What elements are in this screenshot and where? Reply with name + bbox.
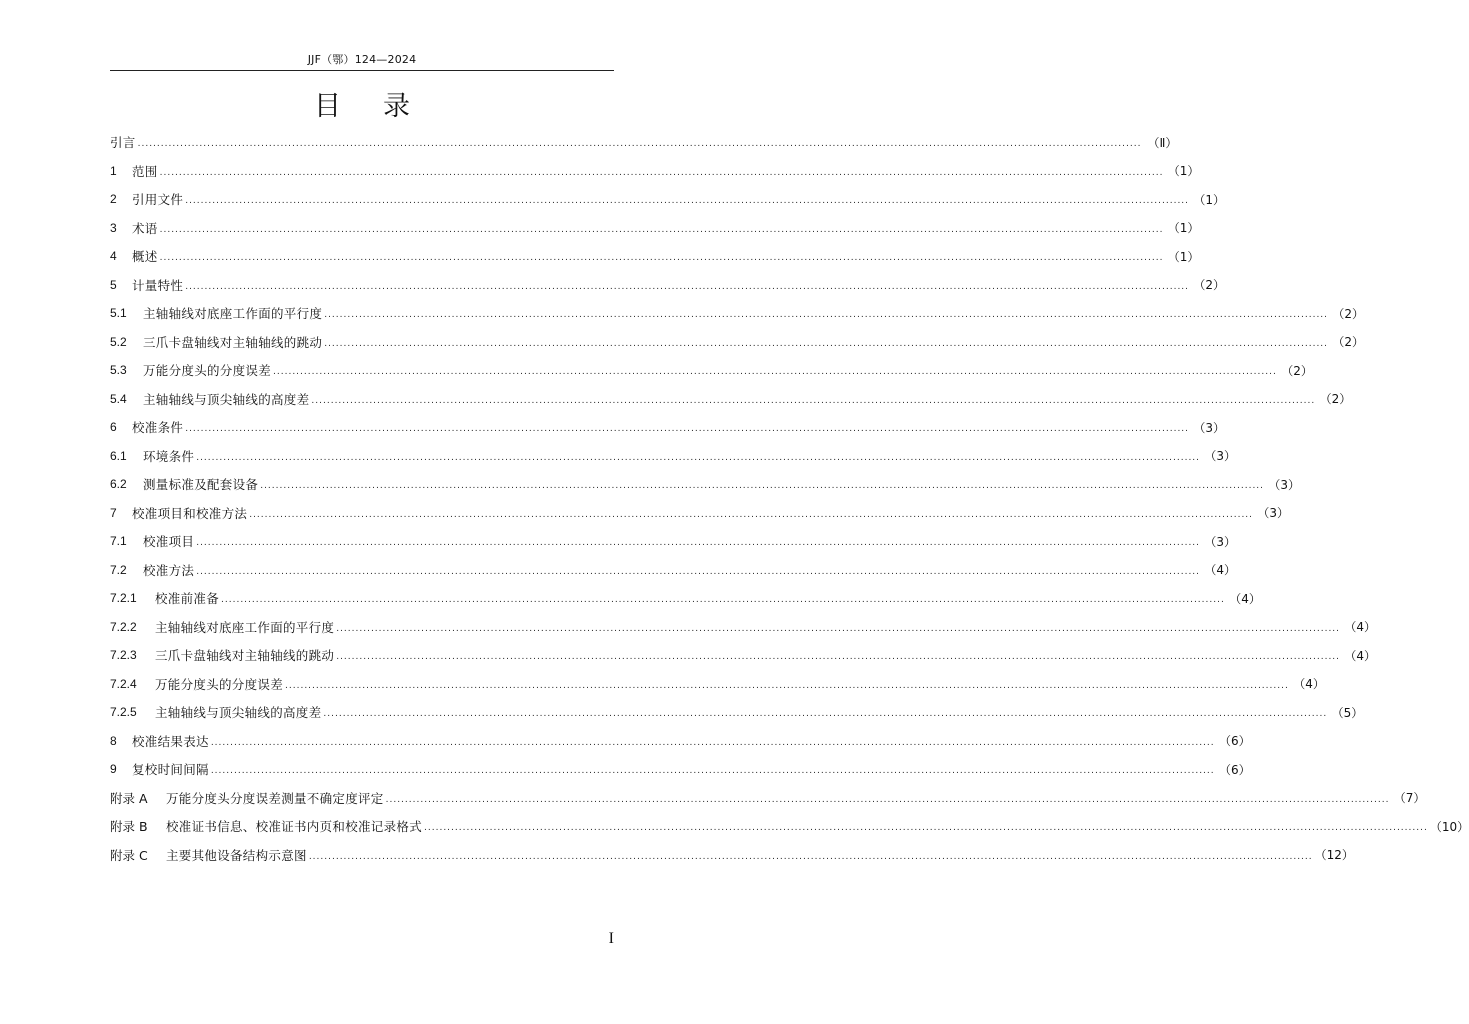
toc-entry[interactable] <box>110 584 1261 613</box>
toc-entry-page: （4） <box>1344 620 1377 635</box>
toc-entry-title: 概述 <box>132 249 158 265</box>
toc-entry-page: （6） <box>1219 734 1251 749</box>
toc-entry[interactable] <box>110 271 1226 300</box>
toc-entry[interactable] <box>110 841 1354 870</box>
toc-dot-leader: .................................................................................................................................................................................................................................................................... <box>260 481 1265 492</box>
toc-entry-page: （6） <box>1219 762 1251 777</box>
toc-entry[interactable] <box>110 185 1226 214</box>
toc-entry-page: （1） <box>1167 249 1200 264</box>
toc-entry[interactable] <box>110 727 1251 756</box>
toc-entry[interactable] <box>110 470 1301 499</box>
toc-entry-title: 主轴轴线与顶尖轴线的高度差 <box>143 391 310 407</box>
toc-entry-page: （3） <box>1193 420 1226 435</box>
document-code-header: JJF（鄂）124—2024 <box>307 53 417 66</box>
toc-dot-leader: .................................................................................................................................................................................................................................................................... <box>159 224 1164 235</box>
page-title <box>0 88 724 126</box>
toc-entry[interactable] <box>110 784 1426 813</box>
page-number: I <box>608 930 614 947</box>
toc-dot-leader: .................................................................................................................................................................................................................................................................... <box>385 794 1390 805</box>
toc-entry-page: （7） <box>1393 791 1426 806</box>
toc-dot-leader: .................................................................................................................................................................................................................................................................... <box>185 281 1190 292</box>
toc-entry-title: 术语 <box>132 220 158 236</box>
toc-entry-title: 引用文件 <box>132 192 184 208</box>
toc-dot-leader: .................................................................................................................................................................................................................................................................... <box>159 167 1164 178</box>
toc-dot-leader: .................................................................................................................................................................................................................................................................... <box>249 509 1254 520</box>
toc-entry-title: 校准项目和校准方法 <box>132 505 248 521</box>
toc-entry-title: 校准结果表达 <box>132 733 209 749</box>
toc-entry-number: 7.2.1 <box>110 591 137 606</box>
toc-entry-number: 6.2 <box>110 477 127 492</box>
toc-dot-leader: .................................................................................................................................................................................................................................................................... <box>210 766 1215 777</box>
toc-entry-page: （4） <box>1344 648 1377 663</box>
toc-dot-leader: .................................................................................................................................................................................................................................................................... <box>185 424 1190 435</box>
toc-dot-leader: .................................................................................................................................................................................................................................................................... <box>159 253 1164 264</box>
toc-dot-leader: .................................................................................................................................................................................................................................................................... <box>196 566 1201 577</box>
toc-entry-page: （10） <box>1429 819 1469 834</box>
toc-entry-number: 2 <box>110 192 117 207</box>
toc-entry-title: 三爪卡盘轴线对主轴轴线的跳动 <box>143 334 323 350</box>
toc-entry[interactable] <box>110 242 1200 271</box>
toc-entry[interactable] <box>110 442 1237 471</box>
toc-entry[interactable] <box>110 299 1365 328</box>
toc-entry[interactable] <box>110 385 1352 414</box>
toc-dot-leader: .................................................................................................................................................................................................................................................................... <box>324 310 1329 321</box>
toc-entry-number: 5.1 <box>110 306 127 321</box>
toc-entry-title: 万能分度头的分度误差 <box>143 363 272 379</box>
toc-entry-title: 复校时间间隔 <box>132 762 209 778</box>
toc-entry-title: 主轴轴线对底座工作面的平行度 <box>155 619 335 635</box>
toc-entry-title: 万能分度头的分度误差 <box>155 676 284 692</box>
toc-entry-page: （4） <box>1229 591 1261 606</box>
toc-entry-page: （12） <box>1314 848 1354 863</box>
toc-entry-page: （2） <box>1193 278 1226 293</box>
toc-dot-leader: .................................................................................................................................................................................................................................................................... <box>311 395 1316 406</box>
toc-entry-title: 环境条件 <box>143 448 195 464</box>
toc-dot-leader: .................................................................................................................................................................................................................................................................... <box>196 452 1201 463</box>
toc-entry-title: 校准项目 <box>143 534 195 550</box>
toc-entry[interactable] <box>110 128 1178 157</box>
toc-entry-page: （1） <box>1167 164 1200 179</box>
toc-entry-number: 5.2 <box>110 334 127 349</box>
toc-entry-page: （1） <box>1193 192 1226 207</box>
toc-entry-title: 主轴轴线对底座工作面的平行度 <box>143 306 323 322</box>
toc-entry-page: （2） <box>1332 335 1365 350</box>
toc-dot-leader: .................................................................................................................................................................................................................................................................... <box>196 538 1201 549</box>
toc-entry[interactable] <box>110 670 1325 699</box>
toc-entry-number: 5.4 <box>110 391 127 406</box>
toc-entry[interactable] <box>110 356 1313 385</box>
toc-entry-number: 7.2.4 <box>110 676 137 691</box>
toc-entry-page: （4） <box>1293 677 1325 692</box>
toc-entry[interactable] <box>110 499 1290 528</box>
header-rule <box>110 70 614 71</box>
toc-dot-leader: .................................................................................................................................................................................................................................................................... <box>324 338 1329 349</box>
toc-dot-leader: .................................................................................................................................................................................................................................................................... <box>221 595 1225 606</box>
toc-entry-title: 范围 <box>132 163 158 179</box>
toc-entry-title: 校准前准备 <box>155 591 220 607</box>
toc-entry-title: 校准方法 <box>143 562 195 578</box>
toc-entry[interactable] <box>110 812 1469 841</box>
toc-entry-title: 校准证书信息、校准证书内页和校准记录格式 <box>166 819 423 835</box>
toc-entry-number: 1 <box>110 163 117 178</box>
toc-entry-number: 7 <box>110 505 117 520</box>
toc-dot-leader: .................................................................................................................................................................................................................................................................... <box>210 737 1215 748</box>
toc-entry-title: 引言 <box>110 135 136 151</box>
toc-entry-number: 6.1 <box>110 448 127 463</box>
toc-entry-title: 三爪卡盘轴线对主轴轴线的跳动 <box>155 648 335 664</box>
toc-entry-page: （3） <box>1257 506 1290 521</box>
toc-entry-number: 3 <box>110 220 117 235</box>
toc-entry-number: 附录 C <box>110 847 148 863</box>
toc-entry-number: 7.2.2 <box>110 619 137 634</box>
toc-entry-page: （3） <box>1204 449 1237 464</box>
toc-entry[interactable] <box>110 413 1226 442</box>
toc-dot-leader: .................................................................................................................................................................................................................................................................... <box>137 139 1142 150</box>
toc-entry[interactable] <box>110 755 1251 784</box>
toc-entry-number: 9 <box>110 762 117 777</box>
toc-entry-number: 5.3 <box>110 363 127 378</box>
toc-dot-leader: .................................................................................................................................................................................................................................................................... <box>308 851 1313 862</box>
toc-entry[interactable] <box>110 214 1200 243</box>
toc-entry[interactable] <box>110 613 1377 642</box>
toc-entry-title: 万能分度头分度误差测量不确定度评定 <box>166 790 384 806</box>
toc-entry-title: 主要其他设备结构示意图 <box>166 847 307 863</box>
toc-entry-number: 附录 A <box>110 790 148 806</box>
toc-dot-leader: .................................................................................................................................................................................................................................................................... <box>273 367 1277 378</box>
toc-entry-page: （5） <box>1331 705 1364 720</box>
toc-entry-number: 7.2.3 <box>110 648 137 663</box>
toc-entry[interactable] <box>110 698 1364 727</box>
toc-entry-number: 8 <box>110 733 117 748</box>
toc-entry-page: （Ⅱ） <box>1147 135 1178 150</box>
toc-dot-leader: .................................................................................................................................................................................................................................................................... <box>336 623 1341 634</box>
toc-entry-title: 测量标准及配套设备 <box>143 477 259 493</box>
toc-entry-page: （3） <box>1268 477 1301 492</box>
toc-entry[interactable] <box>110 328 1365 357</box>
toc-entry-number: 7.2.5 <box>110 705 137 720</box>
title-char-2: 录 <box>383 91 410 122</box>
toc-entry-page: （3） <box>1204 534 1237 549</box>
toc-entry-number: 7.2 <box>110 562 127 577</box>
toc-entry-page: （2） <box>1319 392 1352 407</box>
toc-entry-number: 5 <box>110 277 117 292</box>
toc-entry-page: （1） <box>1167 221 1200 236</box>
table-of-contents <box>110 128 1469 869</box>
toc-entry-page: （4） <box>1204 563 1237 578</box>
toc-entry-number: 6 <box>110 420 117 435</box>
toc-entry-number: 4 <box>110 249 117 264</box>
toc-entry-title: 校准条件 <box>132 420 184 436</box>
toc-entry[interactable] <box>110 641 1377 670</box>
toc-entry-page: （2） <box>1281 363 1313 378</box>
toc-entry-number: 附录 B <box>110 819 148 835</box>
toc-entry[interactable] <box>110 527 1237 556</box>
toc-dot-leader: .................................................................................................................................................................................................................................................................... <box>323 709 1328 720</box>
toc-entry[interactable] <box>110 556 1237 585</box>
toc-dot-leader: .................................................................................................................................................................................................................................................................... <box>285 680 1289 691</box>
toc-dot-leader: .................................................................................................................................................................................................................................................................... <box>424 823 1428 834</box>
toc-entry-page: （2） <box>1332 306 1365 321</box>
toc-entry-title: 计量特性 <box>132 277 184 293</box>
toc-entry-number: 7.1 <box>110 534 127 549</box>
toc-entry-title: 主轴轴线与顶尖轴线的高度差 <box>155 705 322 721</box>
toc-entry[interactable] <box>110 157 1200 186</box>
toc-dot-leader: .................................................................................................................................................................................................................................................................... <box>336 652 1341 663</box>
toc-dot-leader: .................................................................................................................................................................................................................................................................... <box>185 196 1190 207</box>
title-char-1: 目 <box>314 91 341 122</box>
